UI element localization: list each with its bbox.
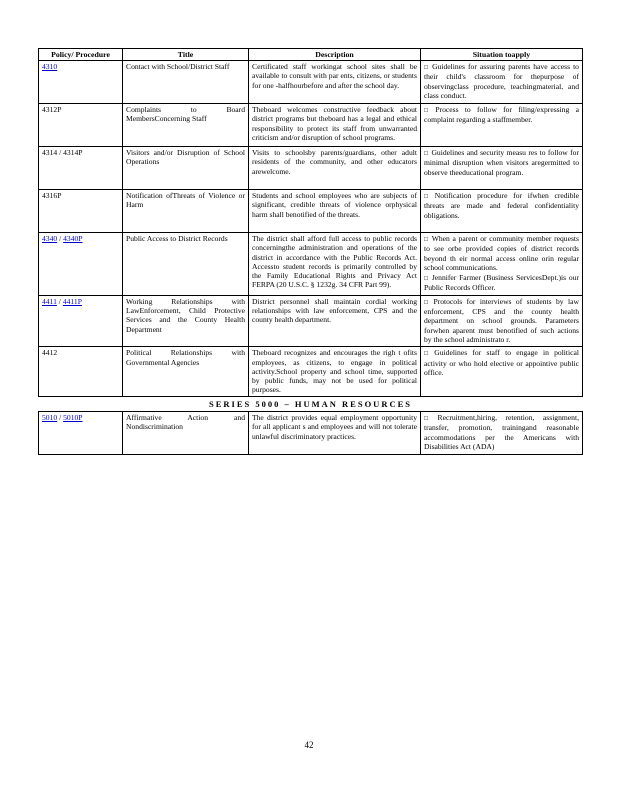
situation-text: Protocols for interviews of students by law enforcement, CPS and the county health department on school grounds. Parameters forwhen aparent must benotified of such actions by the school administrato r.	[424, 296, 579, 344]
policy-table	[38, 48, 583, 455]
policy-number: 4412	[42, 348, 58, 358]
policy-description: Certificated staff workingat school sites shall be available to consult with par ents, citizens, or students for one -halfhourbefore and after the school day.	[249, 61, 421, 104]
situation-text: Guidelines for staff to engage in political activity or who hold elective or appointive public office.	[424, 348, 579, 377]
situation-item	[424, 105, 579, 125]
policy-link[interactable]: 5010P	[63, 413, 83, 423]
table-row	[39, 147, 583, 190]
series-heading: SERIES 5000 – HUMAN RESOURCES	[39, 396, 583, 411]
situation-item	[424, 413, 579, 451]
policy-number: 4314 / 4314P	[42, 148, 83, 157]
situation-cell	[421, 295, 583, 346]
policy-separator: /	[57, 234, 64, 243]
header-policy: Policy/ Procedure	[39, 49, 123, 61]
situation-item	[424, 234, 579, 272]
situation-cell	[421, 233, 583, 296]
policy-description: Visits to schoolsby parents/guardians, other adult residents of the community, and other educators arewelcome.	[249, 147, 421, 190]
policy-title: Complaints to Board MembersConcerning Staff	[123, 104, 249, 147]
policy-description: Theboard recognizes and encourages the righ t ofits employees, as citizens, to engage in political activity.School property and school time, supported by public funds, may not be used for political purposes.	[249, 347, 421, 396]
policy-number-cell	[39, 347, 123, 396]
situation-item	[424, 273, 579, 293]
situation-item	[424, 191, 579, 220]
policy-link[interactable]: 5010	[42, 413, 58, 423]
policy-number-cell	[39, 147, 123, 190]
situation-cell	[421, 347, 583, 396]
policy-number-cell	[39, 61, 123, 104]
situation-item	[424, 297, 579, 344]
table-row	[39, 295, 583, 346]
policy-description: The district provides equal employment opportunity for all applicant s and employees and will not tolerate unlawful discriminatory practices.	[249, 412, 421, 455]
table-row	[39, 104, 583, 147]
table-row	[39, 347, 583, 396]
policy-link[interactable]: 4411	[42, 296, 57, 306]
header-situation: Situation toapply	[421, 49, 583, 61]
policy-title: Working Relationships with LawEnforcement, Child Protective Services and the County Health Department	[123, 295, 249, 346]
policy-description: Students and school employees who are subjects of significant, credible threats of violence orphysical harm shall benotified of the threats.	[249, 190, 421, 233]
table-body	[39, 61, 583, 397]
policy-description: The district shall afford full access to public records concerningthe administration and operations of the district in accordance with the Public Records Act. Accessto student records is primarily controlled by the Family Educational Rights and Privacy Act FERPA (20 U.S.C. § 1232g. 34 CFR Part 99).	[249, 233, 421, 296]
situation-cell	[421, 104, 583, 147]
policy-number-cell	[39, 295, 123, 346]
situation-text: Jennifer Farmer (Business ServicesDept.)is our Public Records Officer.	[424, 273, 579, 293]
header-title: Title	[123, 49, 249, 61]
policy-title: Contact with School/District Staff	[123, 61, 249, 104]
table-row	[39, 190, 583, 233]
table-row	[39, 412, 583, 455]
policy-title: Political Relationships with Governmental Agencies	[123, 347, 249, 396]
situation-cell	[421, 412, 583, 455]
policy-description: Theboard welcomes constructive feedback about district programs but theboard has a legal and ethical responsibility to protect its staff from unwarranted criticism and/or disruption of school programs.	[249, 104, 421, 147]
policy-number: 4312P	[42, 105, 62, 114]
policy-title: Visitors and/or Disruption of School Operations	[123, 147, 249, 190]
header-description: Description	[249, 49, 421, 61]
table-header-row	[39, 49, 583, 61]
policy-number-cell	[39, 412, 123, 455]
policy-number: 4316P	[42, 191, 62, 200]
situation-item	[424, 348, 579, 377]
policy-link[interactable]: 4340	[42, 234, 58, 243]
policy-separator: /	[57, 413, 64, 423]
policy-link[interactable]: 4411P	[62, 296, 82, 306]
situation-text: Process to follow for filing/expressing a complaint regarding a staffmember.	[424, 105, 579, 125]
policy-link[interactable]: 4340P	[63, 234, 83, 243]
table-row	[39, 61, 583, 104]
situation-text: Guidelines for assuring parents have access to their child's classroom for thepurpose of observingclass procedure, teachingmaterial, and class conduct.	[424, 62, 579, 100]
policy-description: District personnel shall maintain cordial working relationships with law enforcement, CPS and the county health department.	[249, 295, 421, 346]
situation-text: When a parent or community member requests to see orbe provided copies of district records beyond th eir normal access online orin regular school communications.	[424, 234, 579, 272]
page-number: 42	[304, 740, 314, 750]
situation-cell	[421, 190, 583, 233]
policy-title: Public Access to District Records	[123, 233, 249, 296]
policy-title: Notification ofThreats of Violence or Harm	[123, 190, 249, 233]
policy-link[interactable]: 4310	[42, 62, 58, 71]
situation-text: Recruitment,hiring, retention, assignment, transfer, promotion, trainingand reasonable accommodations per the Americans with Disabilities Act (ADA)	[424, 413, 579, 451]
situation-item	[424, 62, 579, 100]
table-row	[39, 233, 583, 296]
policy-number-cell	[39, 104, 123, 147]
policy-number-cell	[39, 190, 123, 233]
situation-cell	[421, 61, 583, 104]
series-heading-row	[39, 396, 583, 411]
situation-item	[424, 148, 579, 177]
policy-number-cell	[39, 233, 123, 296]
table-body-series-5000	[39, 412, 583, 455]
policy-separator: /	[56, 296, 63, 306]
situation-text: Guidelines and security measu res to follow for minimal disruption when visitors aregermitted to observe theeducational program.	[424, 148, 579, 177]
policy-title: Affirmative Action and Nondiscrimination	[123, 412, 249, 455]
situation-cell	[421, 147, 583, 190]
situation-text: Notification procedure for ifwhen credible threats are made and federal confidentiality obligations.	[424, 191, 579, 220]
